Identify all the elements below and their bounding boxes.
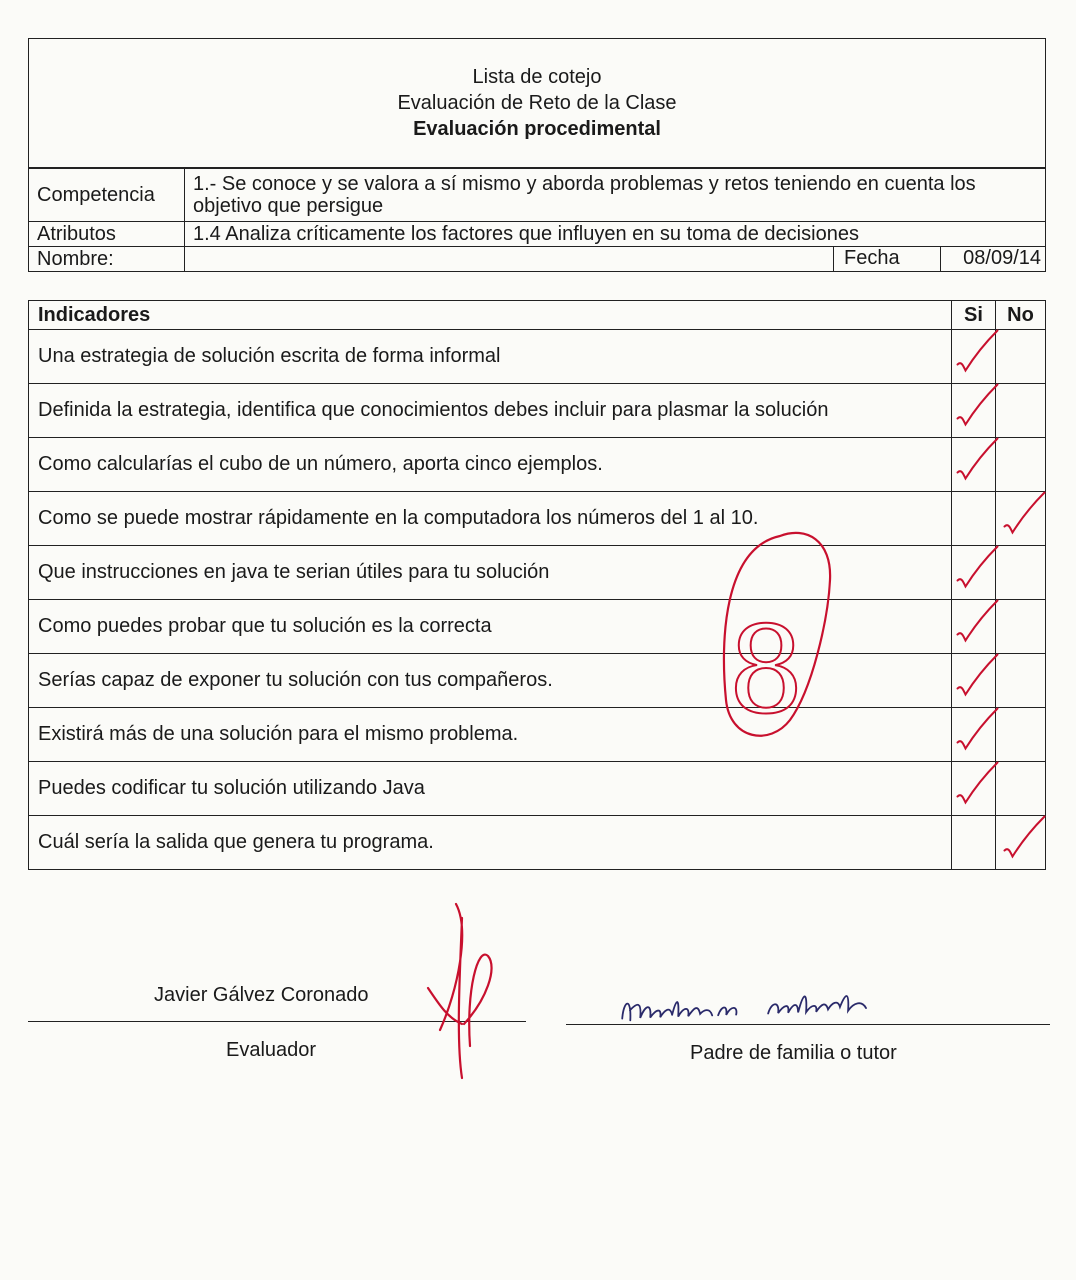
no-header: No [996,301,1046,330]
no-cell[interactable] [996,654,1046,708]
atributos-text: 1.4 Analiza críticamente los factores que influyen en su toma de decisiones [185,222,1046,247]
indicators-header: Indicadores [29,301,952,330]
info-table [28,168,1046,272]
si-cell[interactable] [952,600,996,654]
indicator-text: Serías capaz de exponer tu solución con tus compañeros. [29,654,952,708]
no-cell[interactable] [996,600,1046,654]
indicator-text: Como puedes probar que tu solución es la correcta [29,600,952,654]
si-cell[interactable] [952,492,996,546]
si-cell[interactable] [952,708,996,762]
parent-role: Padre de familia o tutor [690,1042,897,1064]
indicator-row [29,546,1046,600]
parent-signature [617,983,888,1035]
indicators-table [28,300,1046,870]
atributos-label: Atributos [29,222,185,247]
si-cell[interactable] [952,384,996,438]
si-cell[interactable] [952,654,996,708]
evaluator-signature [428,904,492,1078]
no-cell[interactable] [996,708,1046,762]
evaluator-name: Javier Gálvez Coronado [154,984,369,1006]
no-cell[interactable] [996,438,1046,492]
si-cell[interactable] [952,762,996,816]
si-cell[interactable] [952,816,996,870]
indicator-row [29,708,1046,762]
indicator-row [29,654,1046,708]
fecha-label: Fecha [834,247,941,271]
evaluation-type: Evaluación procedimental [413,118,661,140]
indicator-row [29,492,1046,546]
no-cell[interactable] [996,492,1046,546]
parent-signature-line [566,1024,1050,1025]
no-cell[interactable] [996,762,1046,816]
si-cell[interactable] [952,546,996,600]
parent-signature-scribble [617,983,888,1028]
indicator-row [29,438,1046,492]
no-cell[interactable] [996,384,1046,438]
nombre-field[interactable] [185,247,834,271]
indicator-row [29,762,1046,816]
no-cell[interactable] [996,330,1046,384]
evaluator-role: Evaluador [226,1039,317,1061]
indicator-text: Definida la estrategia, identifica que conocimientos debes incluir para plasmar la solución [29,384,952,438]
indicator-text: Que instrucciones en java te serian útiles para tu solución [29,546,952,600]
no-cell[interactable] [996,816,1046,870]
indicator-row [29,600,1046,654]
indicator-text: Como calcularías el cubo de un número, aporta cinco ejemplos. [29,438,952,492]
indicator-row [29,330,1046,384]
indicator-row [29,384,1046,438]
indicator-text: Existirá más de una solución para el mismo problema. [29,708,952,762]
grade-value: 8 [727,602,805,741]
evaluator-signature-line [28,1021,526,1022]
indicator-text: Como se puede mostrar rápidamente en la computadora los números del 1 al 10. [29,492,952,546]
si-header: Si [952,301,996,330]
indicator-text: Una estrategia de solución escrita de forma informal [29,330,952,384]
si-cell[interactable] [952,330,996,384]
si-cell[interactable] [952,438,996,492]
nombre-label: Nombre: [29,247,185,272]
indicator-row [29,816,1046,870]
indicator-text: Puedes codificar tu solución utilizando Java [29,762,952,816]
competencia-label: Competencia [29,169,185,222]
indicator-text: Cuál sería la salida que genera tu programa. [29,816,952,870]
no-cell[interactable] [996,546,1046,600]
competencia-text: 1.- Se conoce y se valora a sí mismo y aborda problemas y retos teniendo en cuenta los objetivo que persigue [185,169,1046,222]
header-box [28,38,1046,168]
document-title: Lista de cotejo [472,66,602,88]
document-subtitle: Evaluación de Reto de la Clase [397,92,677,114]
fecha-value: 08/09/14 [963,247,1041,269]
